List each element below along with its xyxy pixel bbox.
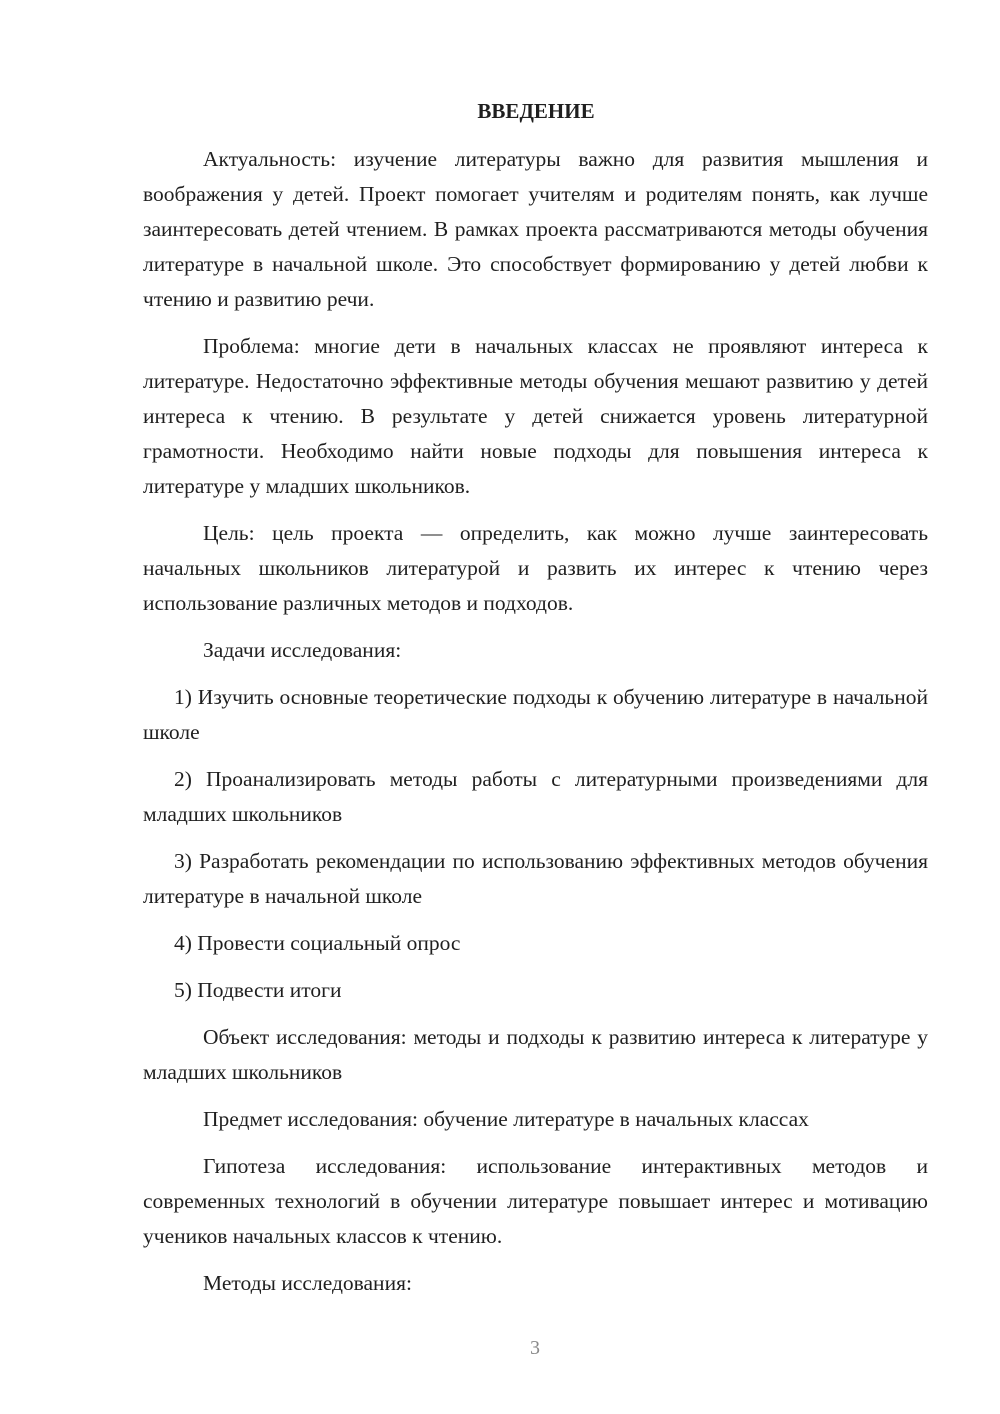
document-body: [143, 142, 928, 1313]
page-title: ВВЕДЕНИЕ: [477, 99, 595, 123]
methods-heading: Методы исследования:: [203, 1271, 412, 1295]
paragraph-goal: Цель: цель проекта — определить, как можно лучше заинтересовать начальных школьников литературой и развить их интерес к чтению через использование различных методов и подходов.: [143, 521, 928, 615]
task-item-4: 4) Провести социальный опрос: [174, 931, 461, 955]
paragraph-object: Объект исследования: методы и подходы к развитию интереса к литературе у младших школьников: [143, 1025, 928, 1084]
task-item-1: 1) Изучить основные теоретические подходы к обучению литературе в начальной школе: [143, 685, 928, 744]
paragraph-subject: Предмет исследования: обучение литературе в начальных классах: [203, 1107, 809, 1131]
paragraph-problem: Проблема: многие дети в начальных классах не проявляют интереса к литературе. Недостаточно эффективные методы обучения мешают развитию у детей интереса к чтению. В результате у детей снижается уровень литературной грамотности. Необходимо найти новые подходы для повышения интереса к литературе у младших школьников.: [143, 334, 928, 498]
task-item-2: 2) Проанализировать методы работы с литературными произведениями для младших школьников: [143, 767, 928, 826]
task-item-5: 5) Подвести итоги: [174, 978, 342, 1002]
paragraph-hypothesis: Гипотеза исследования: использование интерактивных методов и современных технологий в обучении литературе повышает интерес и мотивацию учеников начальных классов к чтению.: [143, 1154, 928, 1248]
tasks-heading: Задачи исследования:: [203, 638, 402, 662]
page-number: 3: [530, 1337, 540, 1359]
task-item-3: 3) Разработать рекомендации по использованию эффективных методов обучения литературе в начальной школе: [143, 849, 928, 908]
paragraph-relevance: Актуальность: изучение литературы важно для развития мышления и воображения у детей. Проект помогает учителям и родителям понять, как лучше заинтересовать детей чтением. В рамках проекта рассматриваются методы обучения литературе в начальной школе. Это способствует формированию у детей любви к чтению и развитию речи.: [143, 147, 928, 311]
